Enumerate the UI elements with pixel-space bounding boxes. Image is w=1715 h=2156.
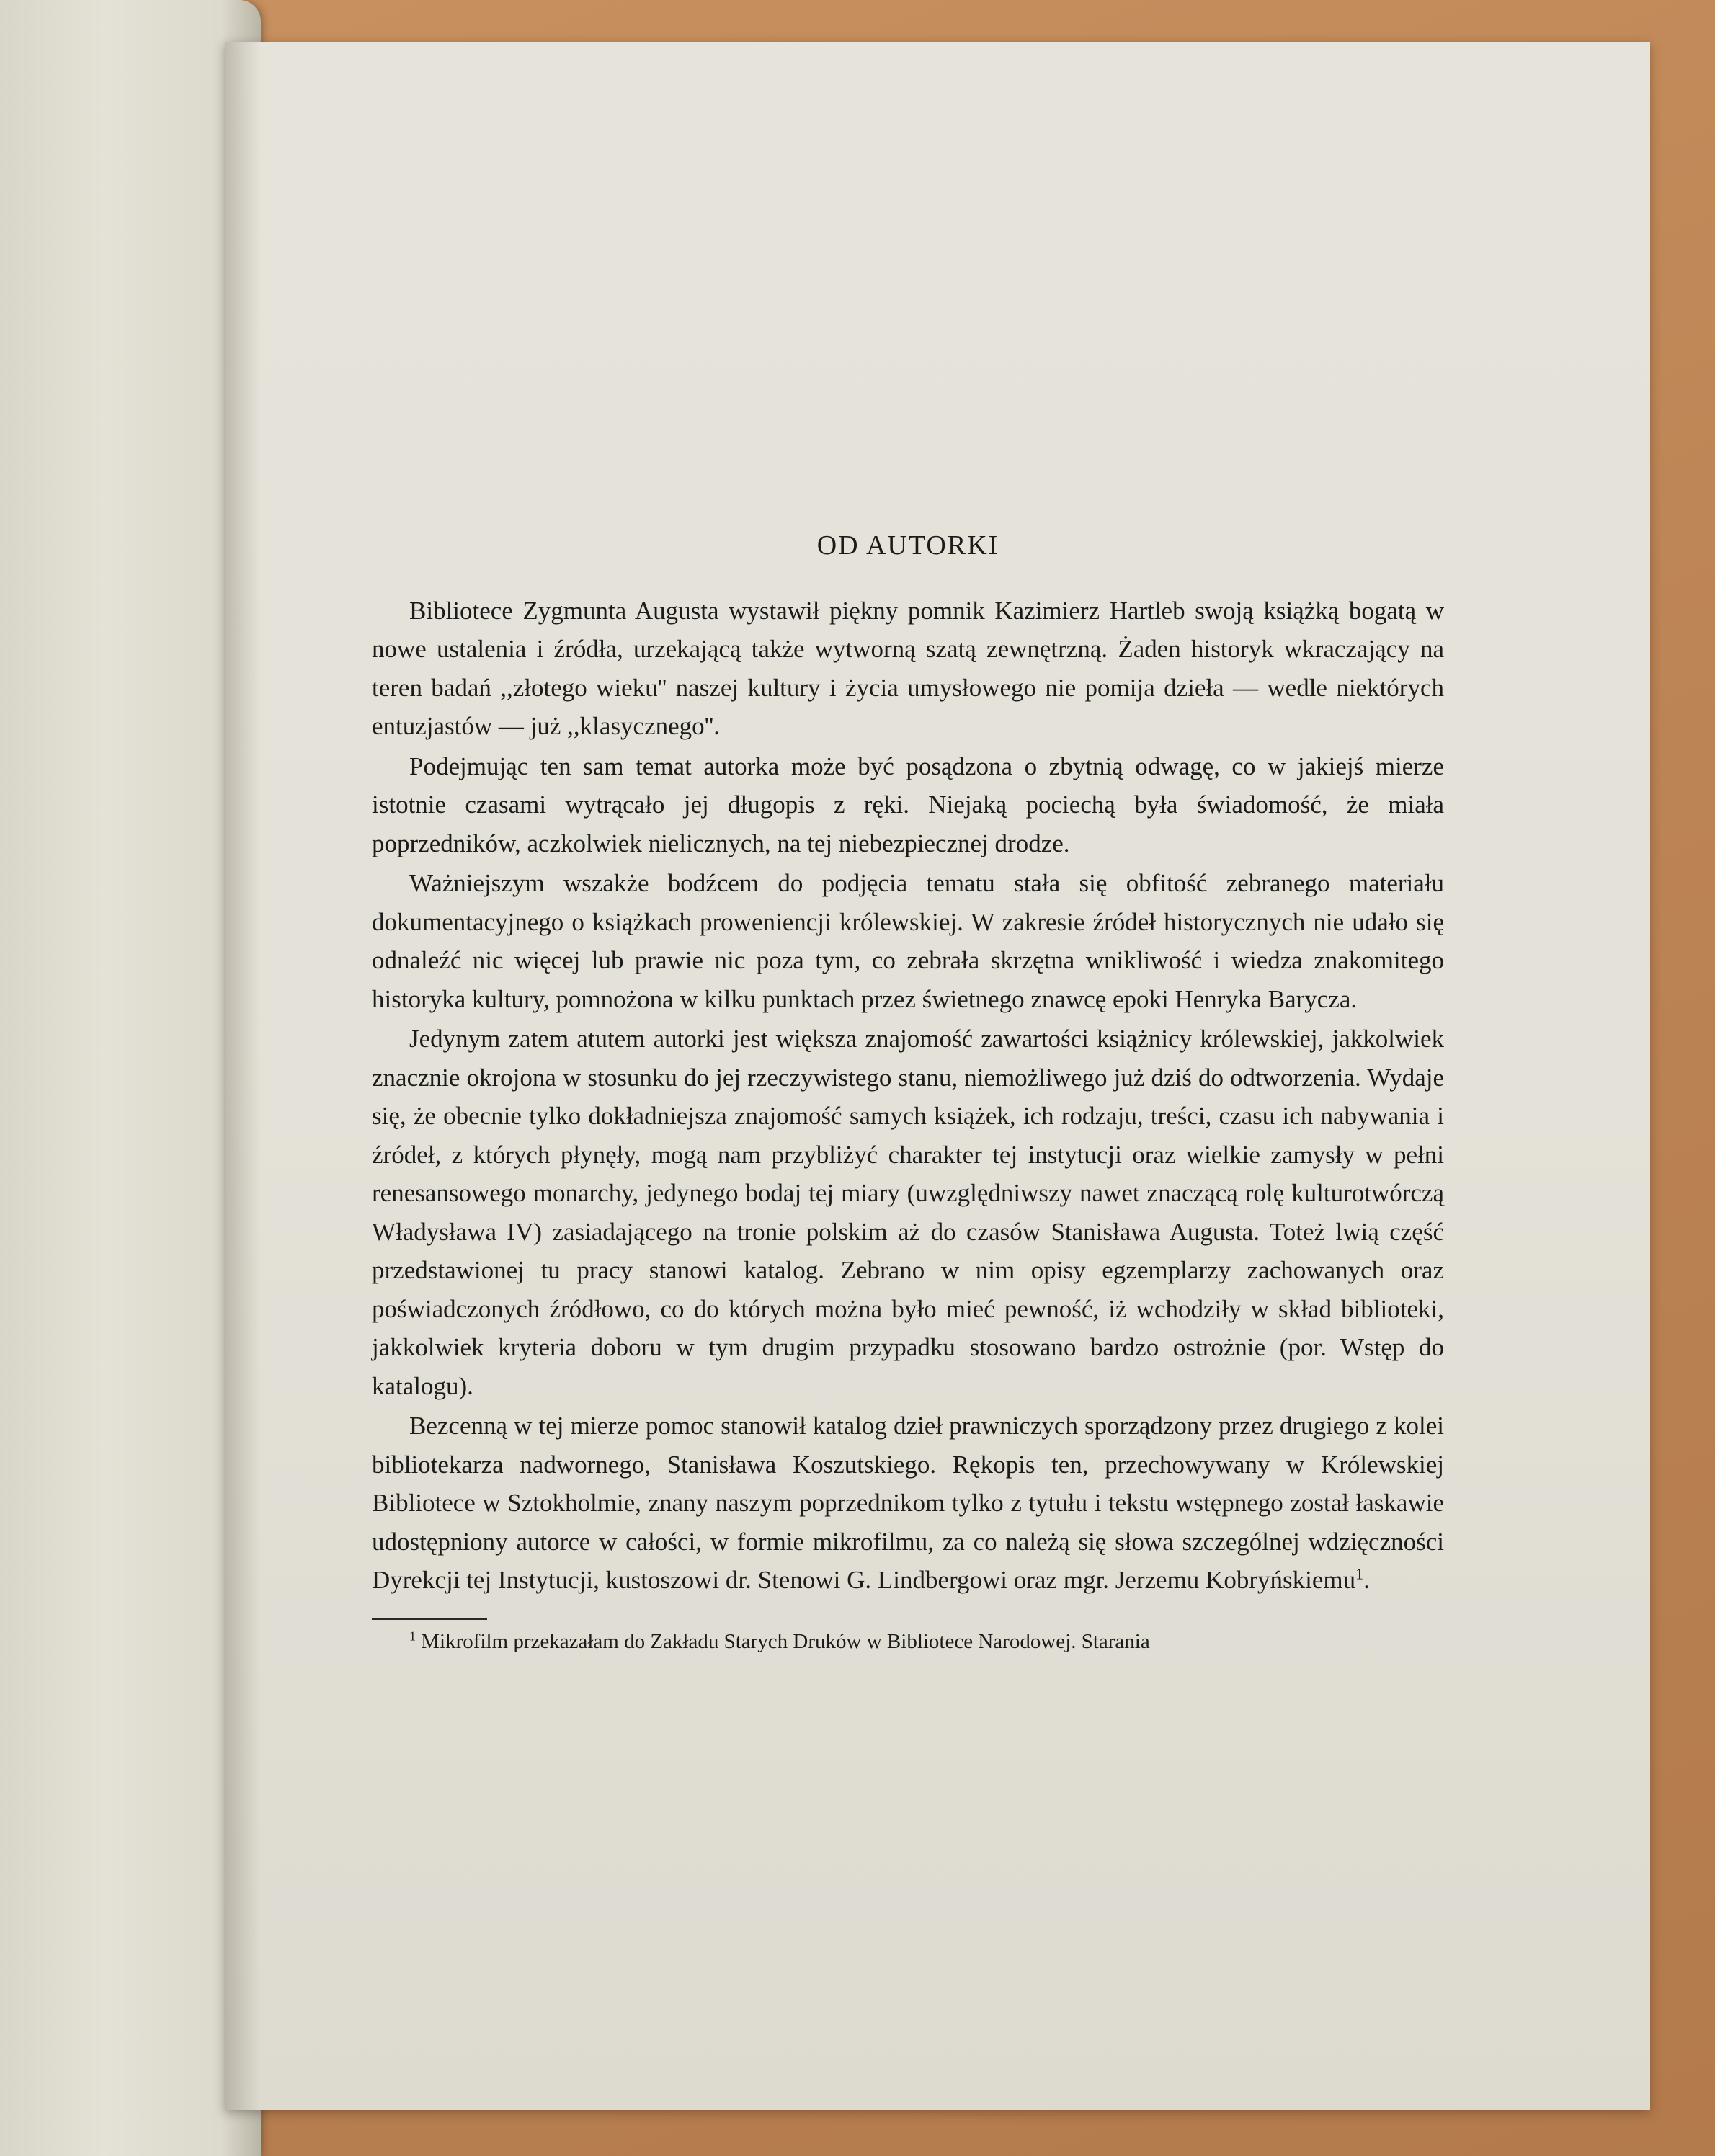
paragraph-4: Jedynym zatem atutem autorki jest większa znajomość zawartości książnicy królewskiej, jakkolwiek znacznie okrojona w stosunku do jej rzeczywistego stanu, niemożliwego już dziś do odtworzenia. Wydaje się, że obecnie tylko dokładniejsza znajomość samych książek, ich rodzaju, treści, czasu ich nabywania i źródeł, z których płynęły, mogą nam przybliżyć charakter tej instytucji oraz wielkie zamysły w pełni renesansowego monarchy, jedynego bodaj tej miary (uwzględniwszy nawet znaczącą rolę kulturotwórczą Władysława IV) zasiadającego na tronie polskim aż do czasów Stanisława Augusta. Toteż lwią część przedstawionej tu pracy stanowi katalog. Zebrano w nim opisy egzemplarzy zachowanych oraz poświadczonych źródłowo, co do których można było mieć pewność, iż wchodziły w skład biblioteki, jakkolwiek kryteria doboru w tym drugim przypadku stosowano bardzo ostrożnie (por. Wstęp do katalogu). bbox=[372, 1025, 1444, 1400]
footnote bbox=[372, 1627, 1444, 1656]
page-text bbox=[372, 530, 1444, 1656]
gutter-shadow bbox=[225, 42, 261, 2110]
left-page bbox=[0, 0, 261, 2156]
page-title: OD AUTORKI bbox=[816, 530, 999, 561]
footnote-ref: 1 bbox=[1355, 1564, 1364, 1583]
footnote-divider bbox=[372, 1618, 487, 1620]
paragraph-5: Bezcenną w tej mierze pomoc stanowił katalog dzieł prawniczych sporządzony przez drugiego z kolei bibliotekarza nadwornego, Stanisława Koszutskiego. Rękopis ten, przechowywany w Królewskiej Bibliotece w Sztokholmie, znany naszym poprzednikom tylko z tytułu i tekstu wstępnego został łaskawie udostępniony autorce w całości, w formie mikrofilmu, za co należą się słowa szczególnej wdzięczności Dyrekcji tej Instytucji, kustoszowi dr. Stenowi G. Lindbergowi oraz mgr. Jerzemu Kobryńskiemu$^1$. bbox=[372, 1412, 1444, 1595]
paragraph-2: Podejmując ten sam temat autorka może być posądzona o zbytnią odwagę, co w jakiejś mierze istotnie czasami wytrącało jej długopis z ręki. Niejaką pociechą była świadomość, że miała poprzedników, aczkolwiek nielicznych, na tej niebezpiecznej drodze. bbox=[372, 752, 1444, 858]
paragraph-5-text: Bezcenną w tej mierze pomoc stanowił katalog dzieł prawniczych sporządzony przez drugiego z kolei bibliotekarza nadwornego, Stanisława Koszutskiego. Rękopis ten, przechowywany w Królewskiej Bibliotece w Sztokholmie, znany naszym poprzednikom tylko z tytułu i tekstu wstępnego został łaskawie udostępniony autorce w całości, w formie mikrofilmu, za co należą się słowa szczególnej wdzięczności Dyrekcji tej Instytucji, kustoszowi dr. Stenowi G. Lindbergowi oraz mgr. Jerzemu Kobryńskiemu bbox=[372, 1412, 1444, 1595]
paragraph-1: Bibliotece Zygmunta Augusta wystawił piękny pomnik Kazimierz Hartleb swoją książką bogatą w nowe ustalenia i źródła, urzekającą także wytworną szatą zewnętrzną. Żaden historyk wkraczający na teren badań ,,złotego wieku'' naszej kultury i życia umysłowego nie pomija dzieła — wedle niektórych entuzjastów — już ,,klasycznego''. bbox=[372, 596, 1444, 741]
paragraph-3: Ważniejszym wszakże bodźcem do podjęcia tematu stała się obfitość zebranego materiału dokumentacyjnego o książkach proweniencji królewskiej. W zakresie źródeł historycznych nie udało się odnaleźć nic więcej lub prawie nic poza tym, co zebrała skrzętna wnikliwość i wiedza znakomitego historyka kultury, pomnożona w kilku punktach przez świetnego znawcę epoki Henryka Barycza. bbox=[372, 869, 1444, 1013]
footnote-marker: 1 bbox=[409, 1628, 416, 1643]
footnote-text: Mikrofilm przekazałam do Zakładu Starych Druków w Bibliotece Narodowej. Starania bbox=[421, 1629, 1150, 1653]
